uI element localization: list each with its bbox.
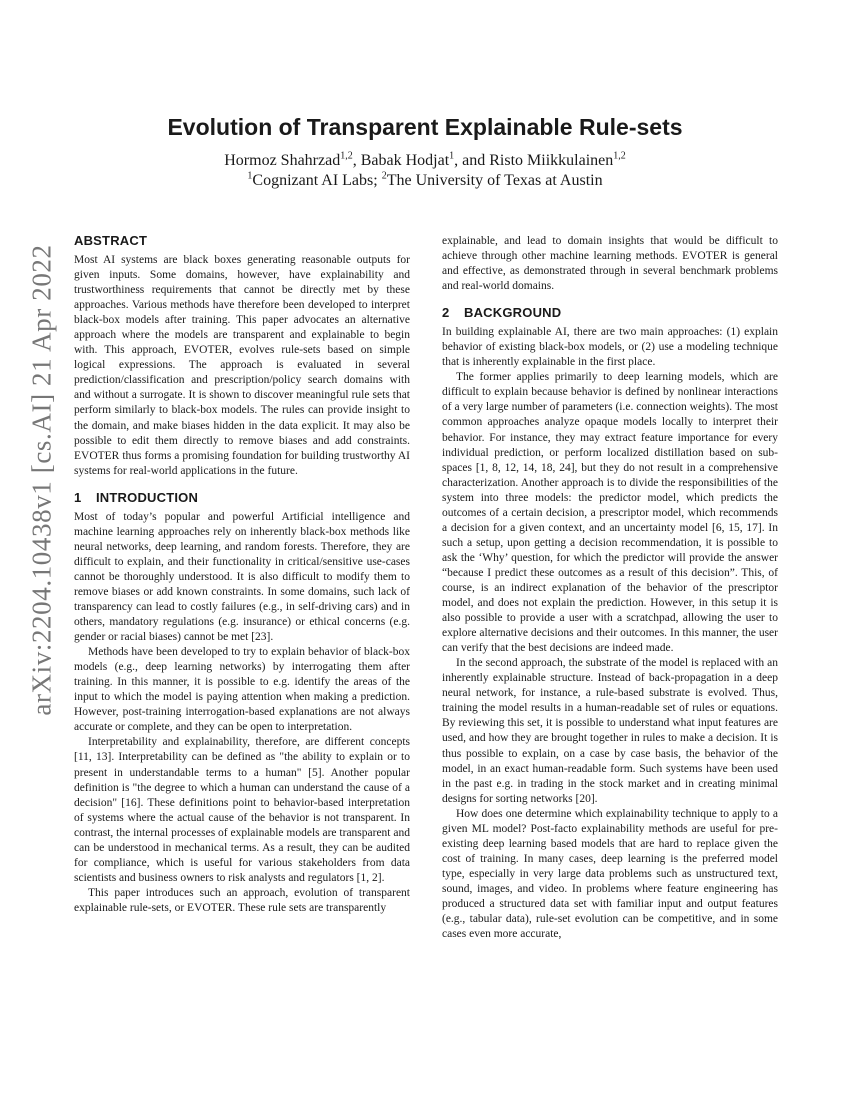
left-column	[74, 232, 410, 916]
affiliation: The University of Texas at Austin	[386, 172, 603, 189]
paragraph: How does one determine which explainability technique to apply to a given ML model? Post-facto explainability methods are useful for pre-existing deep learning based models that are hard to replace given the cost of training. In many cases, deep learning is the preferred model type, especially in very large data problems such as unstructured text, sound, images, and video. In problems where feature engineering has produced a structured data set with familiar input and output features (e.g., tabular data), rule-set evolution can be competitive, and in some cases even more accurate,	[442, 807, 778, 941]
paper-title: Evolution of Transparent Explainable Rule-sets	[167, 114, 683, 140]
section-title: BACKGROUND	[464, 305, 562, 321]
author-affil-mark: 1	[449, 150, 455, 162]
section-heading-background	[442, 304, 778, 322]
right-column	[442, 234, 778, 942]
abstract-heading: ABSTRACT	[74, 233, 148, 248]
paragraph: The former applies primarily to deep learning models, which are difficult to explain because behavior is defined by nonlinear interactions of a very large number of parameters (i.e. connection weights). The most common approaches analyze opaque models locally to interpret their behavior. For instance, they may extract feature importance for every individual prediction, or perform localized distillation based on sub-spaces [1, 8, 12, 14, 18, 24], but they do not result in a comprehensive characterization. Another approach is to divide the responsibilities of the system into three models: the predictor model, which predicts the outcomes of a certain decision, a prescriptor model, which recommends a decision for a given context, and an uncertainty model [6, 15, 17]. In such a setup, upon getting a decision recommendation, it is possible to ask the ‘Why’ question, for which the predictor will provide the answer “because I predict these outcomes as a result of this decision”. This, of course, is an indirect explanation of the behavior of the prescriptor model, and does not explain the prediction. However, in this setup it is also possible to provide a user with a scratchpad, allowing the user to explore alternative decisions and their outcomes. In this manner, the user can verify that the best decisions are indeed made.	[442, 371, 778, 655]
author-affil-mark: 1,2	[340, 150, 353, 162]
paragraph: Most of today’s popular and powerful Artificial intelligence and machine learning approaches rely on inherently black-box methods like neural networks, deep learning, and random forests. Therefore, they are difficult to explain, and their functionality in critical/sensitive use-cases cannot be thoroughly understood. It is also difficult to modify them to remove biases or add known constraints. In some domains, such lack of transparency can lead to costly failures (e.g., in self-driving cars) and in others, mandatory regulations (e.g. insurance) or ethical concerns (e.g. gender or racial biases) cannot be met [23].	[74, 510, 410, 644]
title-block	[0, 112, 850, 191]
paragraph: In building explainable AI, there are two main approaches: (1) explain behavior of existing black-box models, or (2) use a modeling technique that is inherently explainable in the first place.	[442, 326, 778, 369]
affiliation-line	[0, 171, 850, 191]
author-name: Hormoz Shahrzad	[224, 152, 341, 169]
section-heading-introduction	[74, 489, 410, 507]
abstract-text: Most AI systems are black boxes generating reasonable outputs for given inputs. Some domains, however, have explainability and trustworthiness requirements that cannot be directly met by these approaches. Various methods have therefore been developed to interpret black-box models after training. This paper advocates an alternative approach where the models are transparent and explainable to begin with. This approach, EVOTER, evolves rule-sets based on simple logical expressions. The approach is evaluated in several prediction/classification and prescription/policy search domains with and without a surrogate. It is shown to discover meaningful rule sets that perform similarly to black-box models. The rules can provide insight to the domain, and make biases hidden in the data explicit. It may also be possible to edit them directly to remove biases and add constraints. EVOTER thus forms a promising foundation for building trustworthy AI systems for real-world applications in the future.	[74, 254, 410, 477]
affil-mark: 1	[247, 170, 253, 182]
paragraph: Interpretability and explainability, therefore, are different concepts [11, 13]. Interpretability can be defined as "the ability to explain or to present in understandable terms to a human" [5]. Another popular definition is "the degree to which a human can understand the cause of a decision" [16]. These definitions point to behavior-based interpretation of systems where the actual cause of the behavior is not transparent. In contrast, the internal processes of explainable models are transparent and can be understood in mechanical terms. As a result, they can be audited for compliance, which is useful for various stakeholders from data scientists and business owners to risk analysts and regulators [1, 2].	[74, 736, 410, 884]
paragraph: Methods have been developed to try to explain behavior of black-box models (e.g., deep learning networks) by interrogating them after training. In this manner, it is possible to e.g. identify the areas of the input to which the model is paying attention when making a prediction. However, post-training interrogation-based explanations are not always accurate or complete, and they can be open to interpretation.	[74, 646, 410, 734]
arxiv-identifier: arXiv:2204.10438v1 [cs.AI] 21 Apr 2022	[26, 244, 57, 716]
author-name: , and Risto Miikkulainen	[454, 152, 614, 169]
arxiv-sidebar	[17, 244, 67, 716]
author-line	[0, 151, 850, 171]
author-name: , Babak Hodjat	[352, 152, 450, 169]
affil-mark: 2	[381, 170, 387, 182]
section-number: 2	[442, 305, 450, 321]
section-title: INTRODUCTION	[96, 489, 199, 505]
paragraph: In the second approach, the substrate of the model is replaced with an inherently explainable structure. Instead of back-propagation in a deep neural network, for instance, a rule-based substrate is evolved. Thus, training the model results in a human-readable set of rules or equations. By reviewing this set, it is possible to understand what input features are used, and how they are brought together in rules to make a decision. It is thus possible to explain, on a case by case basis, the behavior of the model, in an exact human-readable form. Such systems have been used in the past e.g. in trading in the stock market and in creating minimal designs for sorting networks [20].	[442, 657, 778, 805]
paragraph: explainable, and lead to domain insights that would be difficult to achieve through other machine learning methods. EVOTER is general and effective, as demonstrated through in several benchmark problems and real-world domains.	[442, 235, 778, 293]
author-affil-mark: 1,2	[613, 150, 626, 162]
affiliation: Cognizant AI Labs;	[252, 172, 382, 189]
section-number: 1	[74, 489, 82, 505]
paragraph: This paper introduces such an approach, evolution of transparent explainable rule-sets, or EVOTER. These rule sets are transparently	[74, 886, 410, 914]
